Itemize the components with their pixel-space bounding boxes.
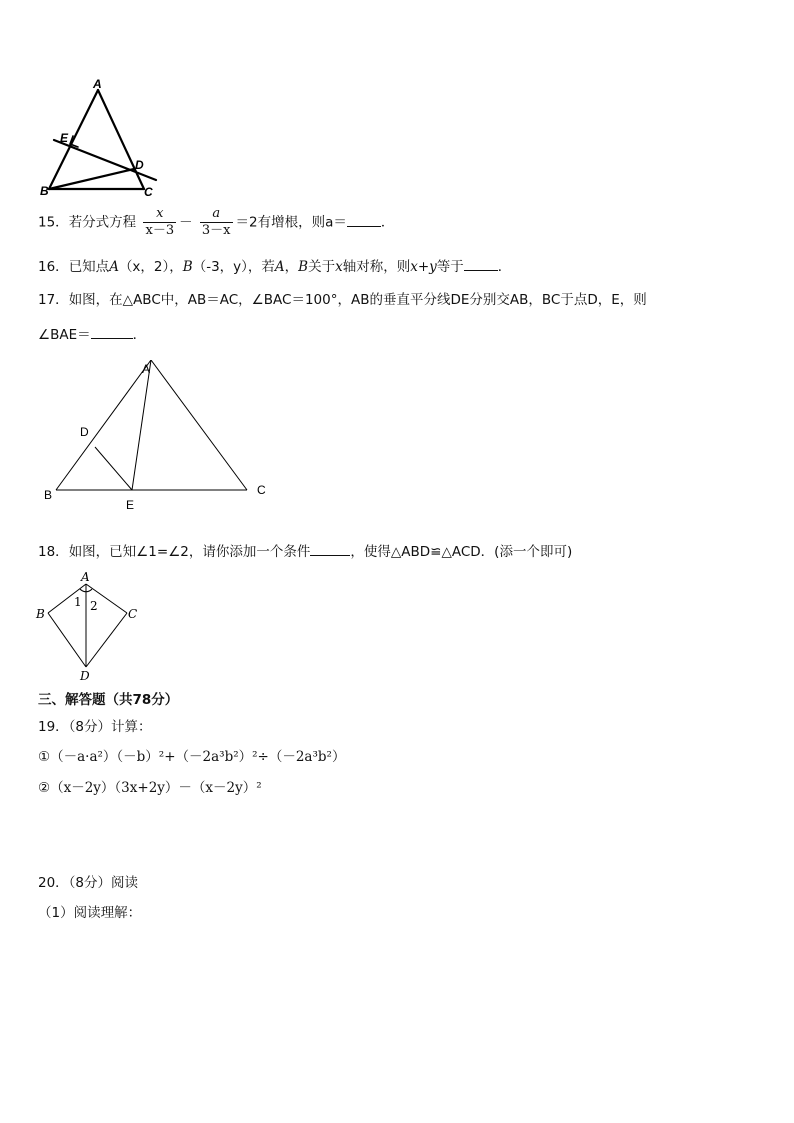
question-19-head: 19．（8分）计算： — [38, 719, 152, 735]
segment-ac — [98, 90, 144, 189]
label-e: E — [60, 131, 69, 145]
label-d: D — [135, 158, 144, 172]
label-d: D — [80, 669, 90, 682]
label-e: E — [126, 498, 135, 512]
answer-blank — [91, 324, 133, 339]
question-16: 16．已知点A（x，2），B（-3，y），若A，B关于x轴对称，则x+y等于 ． — [38, 256, 511, 276]
label-c: C — [128, 607, 138, 621]
question-19-item-1: ①（－a·a²）（－b）²+（－2a³b²）²÷（－2a³b²） — [38, 749, 346, 765]
label-d: D — [80, 425, 89, 439]
fraction-1: $\frac{x}{x-3}$ — [145, 206, 175, 238]
question-17-line-1: 17．如图，在△ABC中，AB＝AC，∠BAC＝100°，AB的垂直平分线DE分别交AB，BC于点D，E，则 — [38, 292, 647, 308]
segment-ab — [56, 360, 151, 490]
label-angle-1: 1 — [74, 595, 82, 609]
question-19-item-2: ②（x－2y）（3x+2y）－（x－2y）² — [38, 780, 262, 796]
segment-de — [95, 447, 132, 490]
segment-cd — [86, 613, 127, 667]
section-title: 三、解答题（共78分） — [38, 692, 179, 708]
answer-blank — [310, 541, 350, 556]
figure-q14 — [36, 78, 166, 200]
label-c: C — [257, 483, 266, 497]
question-20-head: 20．（8分）阅读 — [38, 875, 139, 891]
segment-ab — [49, 90, 98, 189]
answer-blank — [347, 212, 381, 227]
segment-ae — [132, 360, 151, 490]
question-15: 15．若分式方程 $\frac{x}{x-3}$ － $\frac{a}{3-x}$ ＝2有增根，则a＝ ． — [38, 206, 395, 238]
label-a: A — [81, 570, 90, 584]
answer-blank — [464, 256, 498, 271]
segment-ac — [151, 360, 247, 490]
segment-bd — [48, 613, 86, 667]
label-angle-2: 2 — [90, 599, 98, 613]
figure-q17 — [38, 360, 278, 515]
label-a: A — [142, 362, 151, 376]
segment-bd — [49, 169, 134, 189]
figure-q18 — [34, 570, 144, 682]
fraction-2: $\frac{a}{3-x}$ — [201, 206, 231, 238]
label-a: A — [93, 78, 102, 91]
label-c: C — [144, 185, 153, 199]
question-17-line-2: ∠BAE＝ ． — [38, 324, 146, 344]
question-20-sub: （1）阅读理解： — [38, 905, 142, 921]
label-b: B — [44, 488, 53, 502]
question-18: 18．如图，已知∠1=∠2，请你添加一个条件 ，使得△ABD≌△ACD．(添一个即可) — [38, 541, 572, 561]
label-b: B — [36, 607, 45, 621]
label-b: B — [40, 184, 49, 198]
